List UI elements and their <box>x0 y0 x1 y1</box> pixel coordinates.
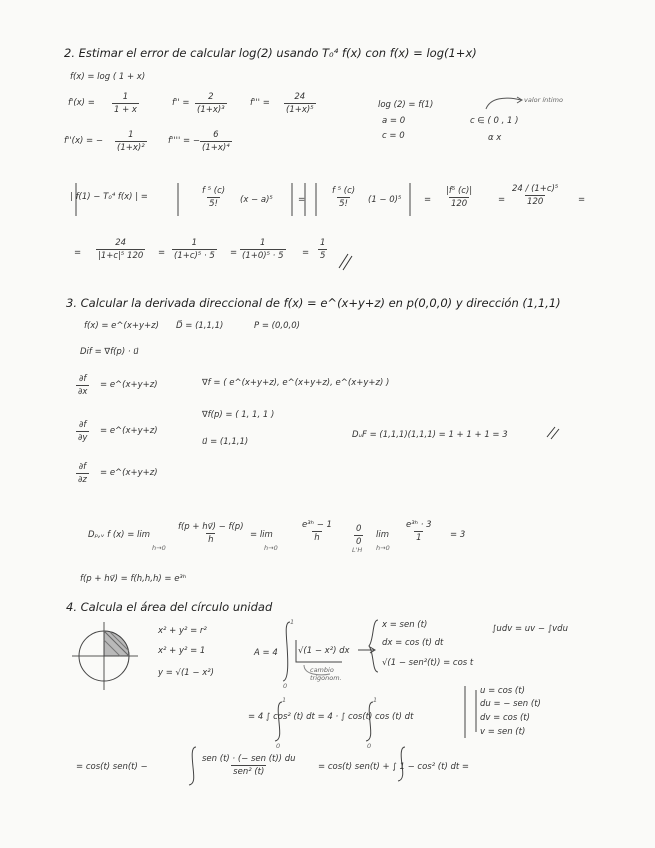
p3-lhop-num: 0 <box>356 524 362 534</box>
p2-res-frac-3 <box>240 238 286 261</box>
p2-a: a = 0 <box>382 116 406 126</box>
p2-err1-num: f ⁵ (c) <box>202 186 226 196</box>
p4-int2-lower: 0 <box>276 742 281 750</box>
p2-alpha-x: α x <box>488 133 502 143</box>
p2-f3-lhs: f''' = <box>250 98 270 108</box>
p2-f5-lhs: f'''' = − <box>168 136 200 146</box>
p4-last-num: sen (t) · (− sen (t)) du <box>202 754 296 764</box>
p3-dfdz-num: ∂f <box>78 462 87 472</box>
p3-dfdx-rhs: = e^(x+y+z) <box>100 380 158 390</box>
p2-error-lhs: | f(1) − T₀⁴ f(x) | = <box>70 192 148 202</box>
p2-err-frac-2 <box>330 186 357 209</box>
p3-fph: f(p + hv⃗) = f(h,h,h) = e³ʰ <box>80 574 187 584</box>
p4-parts-formula: ∫udv = uv − ∫vdu <box>492 624 568 634</box>
p4-eq1: x² + y² = r² <box>158 626 207 636</box>
p4-last-frac <box>200 754 297 777</box>
p4-line2: = 4 ∫ cos² (t) dt = 4 · ∫ cos(t) cos (t) dt <box>248 712 414 722</box>
p4-du: du = − sen (t) <box>480 699 541 709</box>
p4-int-lower: 0 <box>283 682 288 690</box>
p2-f4-den: (1+x)² <box>117 143 145 153</box>
p2-res-frac-1 <box>96 238 145 261</box>
p2-err-eq-1: = <box>298 195 306 205</box>
p2-res-eq-0: = <box>74 248 82 258</box>
p3-dfdy-den: ∂y <box>78 433 88 443</box>
p4-u: u = cos (t) <box>480 686 525 696</box>
p3-lim-frac <box>176 522 246 545</box>
p4-sub2: dx = cos (t) dt <box>382 638 444 648</box>
p3-dfdy-rhs: = e^(x+y+z) <box>100 426 158 436</box>
p2-err2-den: 5! <box>339 199 348 209</box>
p2-err-frac-4 <box>510 184 560 207</box>
p4-int-upper: 1 <box>290 618 295 626</box>
p2-f5-frac <box>200 130 232 153</box>
p3-dfdx-den: ∂x <box>78 387 88 397</box>
p3-result: DᵤF = (1,1,1)(1,1,1) = 1 + 1 + 1 = 3 <box>352 430 508 440</box>
p2-err1-tail: (x − a)⁵ <box>240 195 273 205</box>
p3-dfdx-num: ∂f <box>79 374 87 384</box>
p3-lim2: = lim <box>250 530 273 540</box>
p4-last-den: sen² (t) <box>233 767 265 777</box>
p3-u: u⃗ = (1,1,1) <box>202 437 249 447</box>
p2-f3-frac <box>284 92 316 115</box>
p3-lim-result: = 3 <box>450 530 466 540</box>
p3-lim2-sub: h→0 <box>264 544 278 552</box>
p3-dfdy <box>76 420 89 443</box>
p4-int3-upper: 1 <box>373 696 378 704</box>
p3-lim3-frac <box>404 520 434 543</box>
p4-cambio-trig: cambio trigonom. <box>310 666 342 682</box>
p4-sub1: x = sen (t) <box>382 620 428 630</box>
p4-int2-upper: 1 <box>282 696 287 704</box>
p3-lim-den: h <box>208 535 214 545</box>
p3-dfdy-num: ∂f <box>79 420 87 430</box>
p3-grad-p: ∇f(p) = ( 1, 1, 1 ) <box>202 410 275 420</box>
p2-f2-den: (1+x)³ <box>197 105 225 115</box>
p2-res-frac-4 <box>318 238 327 261</box>
p2-res1-num: 24 <box>115 238 127 248</box>
p2-f5-num: 6 <box>213 130 219 140</box>
p3-dfdx <box>76 374 89 397</box>
p2-f3-den: (1+x)⁵ <box>286 105 314 115</box>
p2-res2-den: (1+c)⁵ · 5 <box>174 251 215 261</box>
p4-area-lhs: A = 4 <box>254 648 278 658</box>
p2-err-eq-3: = <box>498 195 506 205</box>
p2-f-definition: f(x) = log ( 1 + x) <box>70 72 146 82</box>
p2-f1-lhs: f'(x) = <box>68 98 95 108</box>
p4-int3-lower: 0 <box>367 742 372 750</box>
p2-c: c = 0 <box>382 131 405 141</box>
p3-f: f(x) = e^(x+y+z) <box>84 321 159 331</box>
p2-f4-frac <box>115 130 147 153</box>
p3-lim3: lim <box>376 530 390 540</box>
p3-lim3-num: e³ʰ · 3 <box>406 520 432 530</box>
p2-res3-den: (1+0)⁵ · 5 <box>242 251 284 261</box>
p2-res-eq-2: = <box>230 248 238 258</box>
problem-4-title: 4. Calcula el área del círculo unidad <box>66 600 273 614</box>
p2-f1-den: 1 + x <box>114 105 137 115</box>
p2-err2-tail: (1 − 0)⁵ <box>368 195 402 205</box>
p2-res-frac-2 <box>172 238 217 261</box>
p2-valor-intimo: valor íntimo <box>524 96 563 104</box>
p3-lhop-den: 0 <box>356 537 362 547</box>
p2-err-frac-1 <box>200 186 227 209</box>
p2-f2-lhs: f'' = <box>172 98 190 108</box>
p2-err1-den: 5! <box>209 199 218 209</box>
p4-last-rhs: = cos(t) sen(t) + ∫ 1 − cos² (t) dt = <box>318 762 470 772</box>
p2-err-frac-3 <box>444 186 474 209</box>
p2-res-eq-1: = <box>158 248 166 258</box>
p2-err-eq-4: = <box>578 195 586 205</box>
p3-lim2-den: h <box>314 533 320 543</box>
p2-err3-num: |f⁵ (c)| <box>446 186 473 196</box>
p2-f5-den: (1+x)⁴ <box>202 143 230 153</box>
p4-eq3: y = √(1 − x²) <box>158 668 214 678</box>
p2-err-eq-2: = <box>424 195 432 205</box>
p3-lim2-num: e³ʰ − 1 <box>302 520 332 530</box>
p2-err4-num: 24 / (1+c)⁵ <box>512 184 559 194</box>
p3-grad: ∇f = ( e^(x+y+z), e^(x+y+z), e^(x+y+z) ) <box>202 378 390 388</box>
p3-dfdz <box>76 462 89 485</box>
p4-integrand: √(1 − x²) dx <box>298 646 350 656</box>
problem-2-title: 2. Estimar el error de calcular log(2) usando T₀⁴ f(x) con f(x) = log(1+x) <box>64 46 477 60</box>
p2-err3-den: 120 <box>450 199 468 209</box>
p2-log2: log (2) = f(1) <box>378 100 434 110</box>
p3-lim-num: f(p + hv⃗) − f(p) <box>178 522 244 532</box>
p2-res4-num: 1 <box>320 238 326 248</box>
p4-dv: dv = cos (t) <box>480 713 530 723</box>
p3-dfdz-den: ∂z <box>78 475 87 485</box>
p3-dif: Dif = ∇f(p) · u⃗ <box>80 347 139 357</box>
p2-c-interval: c ∈ ( 0 , 1 ) <box>470 116 519 126</box>
p2-err4-den: 120 <box>527 197 544 207</box>
p2-f1-num: 1 <box>122 92 129 102</box>
p4-sub3: √(1 − sen²(t)) = cos t <box>382 658 474 668</box>
p3-lhop-frac <box>354 524 363 547</box>
p4-v: v = sen (t) <box>480 727 526 737</box>
p2-f4-lhs: f''(x) = − <box>64 136 103 146</box>
p2-f2-num: 2 <box>208 92 214 102</box>
p2-f1-frac <box>112 92 139 115</box>
p2-f3-num: 24 <box>294 92 306 102</box>
p2-f4-num: 1 <box>128 130 134 140</box>
p3-lim3-sub: h→0 <box>376 544 390 552</box>
p2-res-eq-3: = <box>302 248 310 258</box>
p3-lim-lhs: Dₚ,ᵥ f (x) = lim <box>88 530 151 540</box>
p2-f2-frac <box>195 92 227 115</box>
p4-last-lhs: = cos(t) sen(t) − <box>76 762 148 772</box>
p3-lim-sub: h→0 <box>152 544 166 552</box>
p3-lhop-tag: L'H <box>352 546 363 554</box>
p3-p: P = (0,0,0) <box>254 321 300 331</box>
p2-res1-den: |1+c|⁵ 120 <box>98 251 144 261</box>
p2-res4-den: 5 <box>320 251 326 261</box>
p3-dfdz-rhs: = e^(x+y+z) <box>100 468 158 478</box>
p2-res2-num: 1 <box>191 238 198 248</box>
p3-lim2-frac <box>300 520 334 543</box>
p2-err2-num: f ⁵ (c) <box>332 186 356 196</box>
problem-3-title: 3. Calcular la derivada direccional de f(x) = e^(x+y+z) en p(0,0,0) y dirección (1,1,1) <box>66 296 561 310</box>
p3-lim3-den: 1 <box>416 533 422 543</box>
p4-eq2: x² + y² = 1 <box>158 646 206 656</box>
p3-dvec: D⃗ = (1,1,1) <box>176 321 224 331</box>
p2-res3-num: 1 <box>260 238 266 248</box>
